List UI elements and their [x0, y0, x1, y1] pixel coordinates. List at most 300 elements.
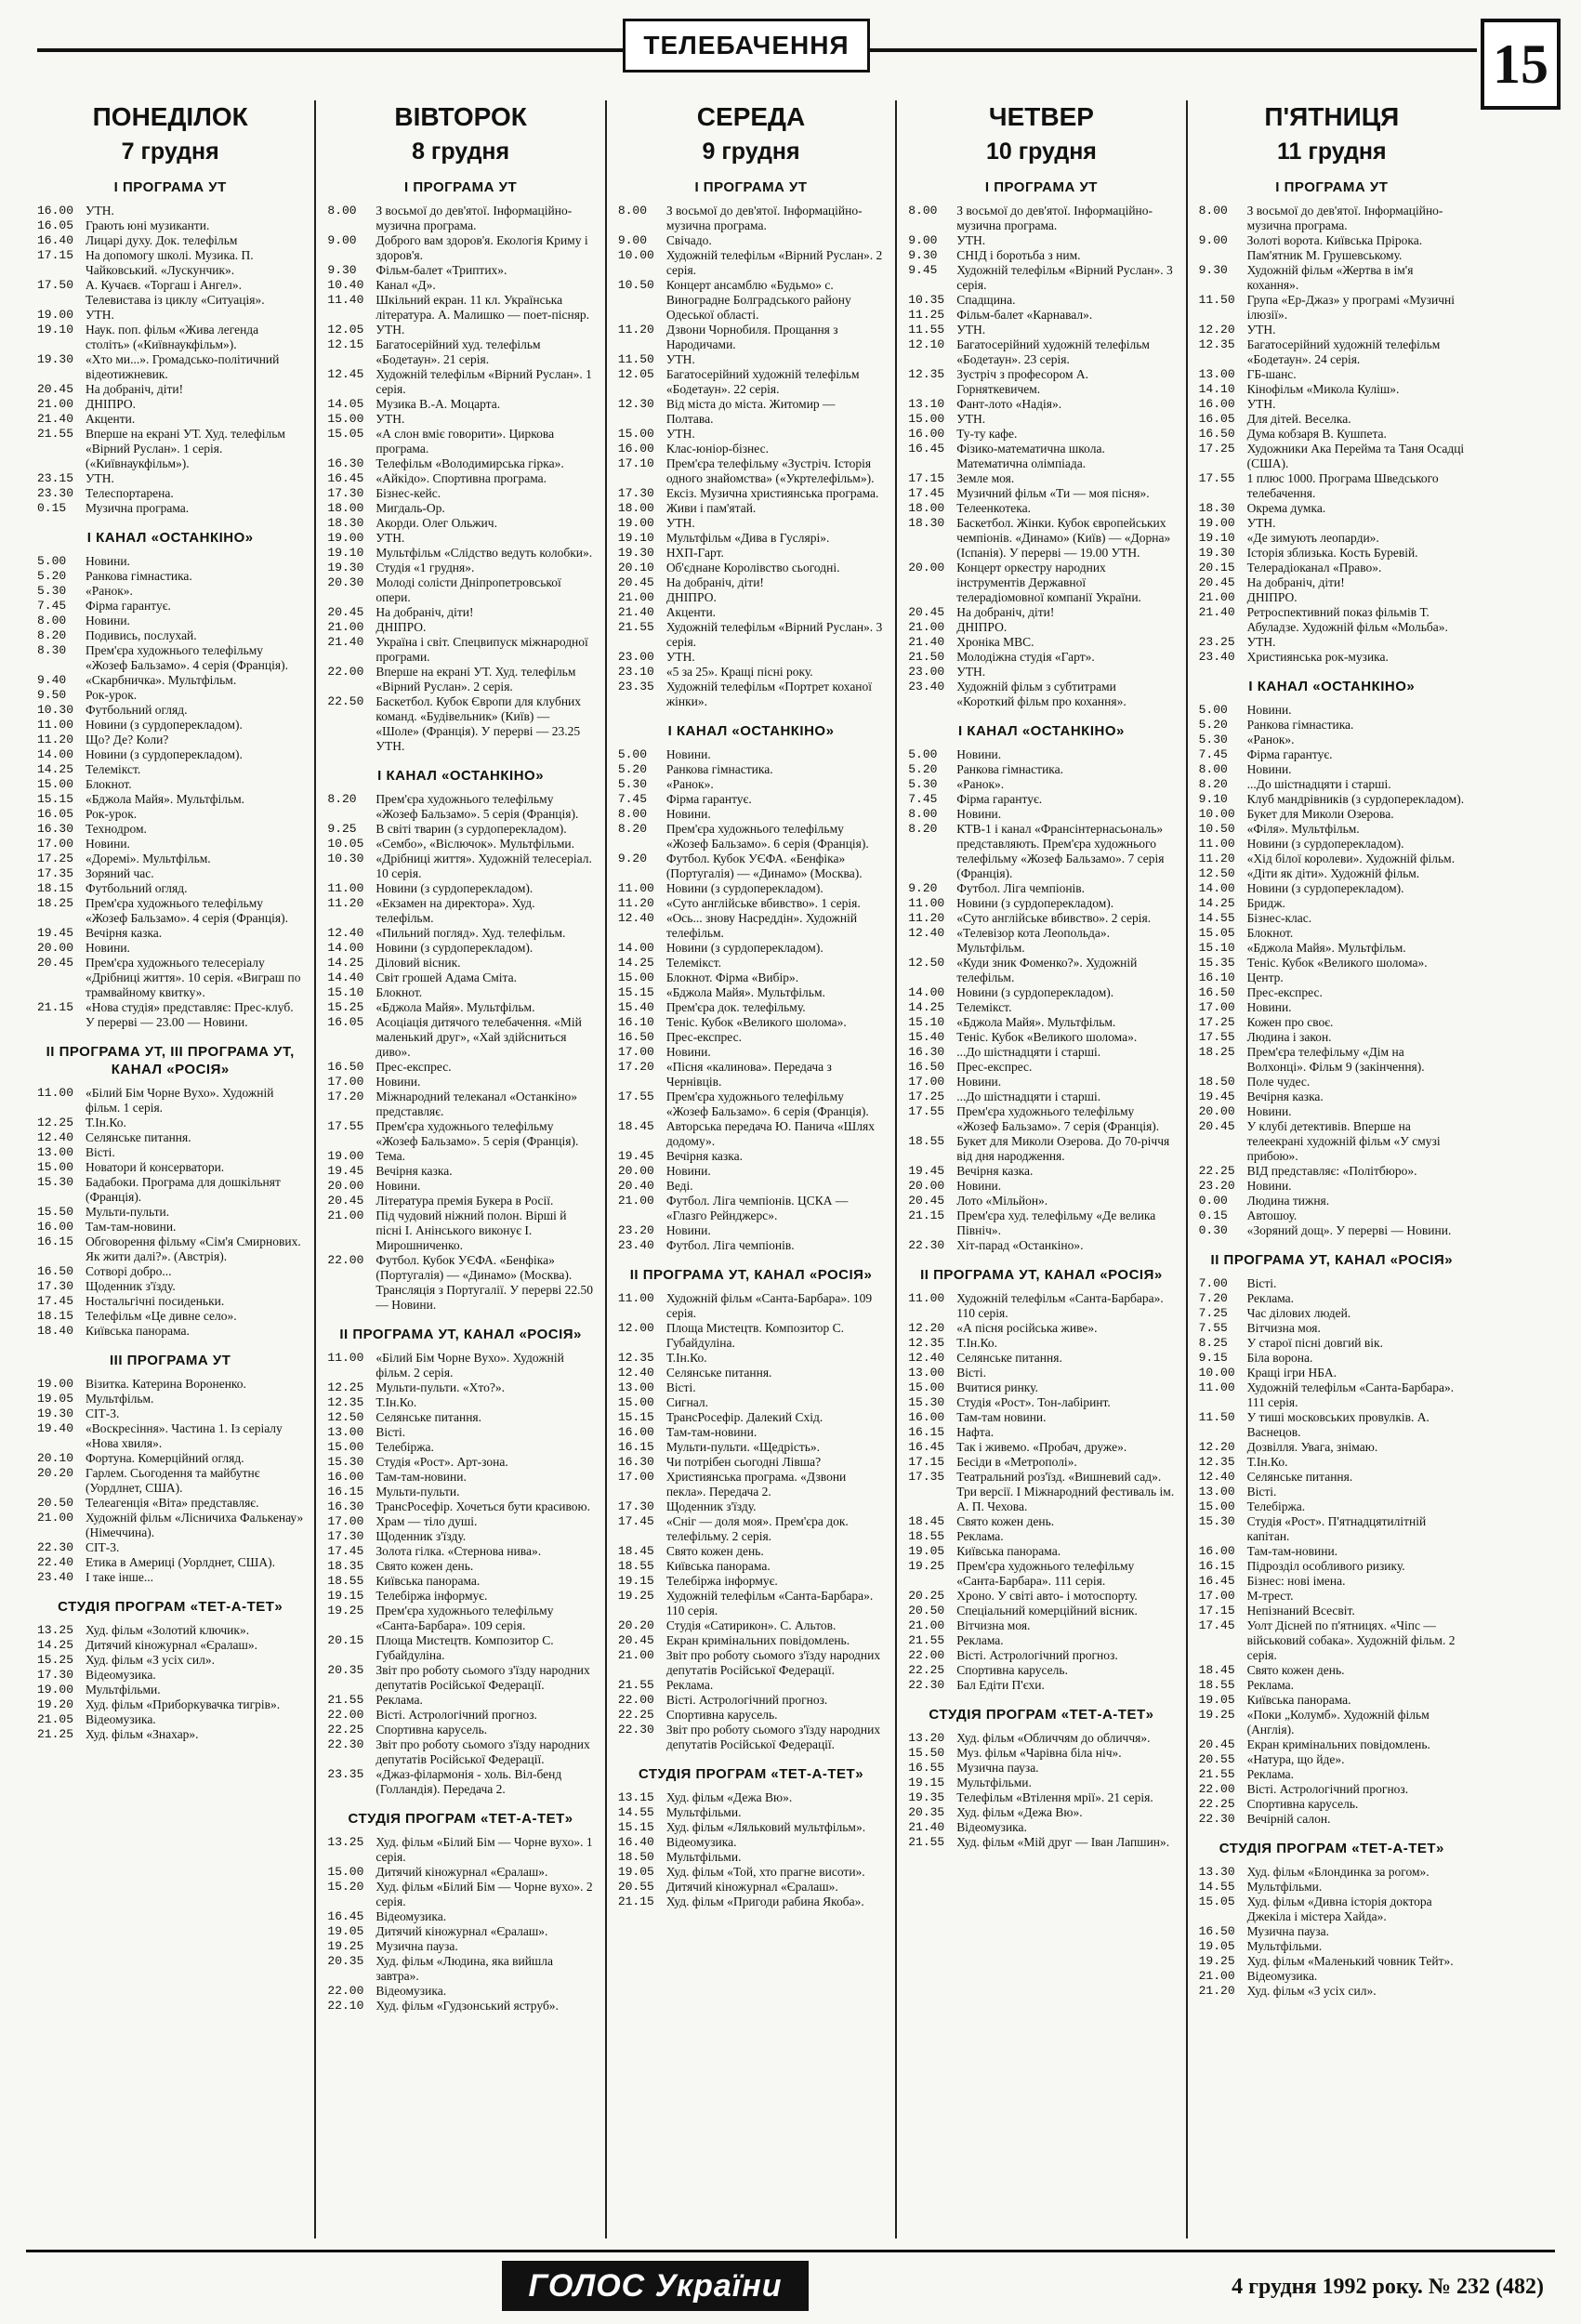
program-listing — [908, 635, 1174, 650]
program-listing — [1199, 956, 1465, 971]
program-listing — [327, 852, 593, 881]
day-date: 8 грудня — [412, 139, 510, 165]
program-time: 20.45 — [617, 575, 654, 589]
program-title: Художній телефільм «Вірний Руслан». 2 серія. — [665, 248, 883, 277]
program-time: 21.15 — [617, 1895, 654, 1908]
program-time: 21.00 — [1198, 590, 1235, 604]
program-title: «Ранок». — [1246, 733, 1295, 746]
program-title: Футбол. Кубок УЄФА. «Бенфіка» (Португалія) — «Динамо» (Москва). — [665, 852, 863, 880]
program-title: «Джаз-філармонія - холь. Віл-бенд (Голландія). Передача 2. — [375, 1767, 562, 1796]
program-listing — [327, 1723, 593, 1737]
program-title: Студія «Рост». Тон-лабіринт. — [956, 1395, 1111, 1409]
program-title: УТН. — [86, 308, 114, 322]
program-listing — [1199, 1895, 1465, 1924]
program-time: 18.25 — [1198, 1045, 1235, 1059]
program-time: 22.50 — [327, 694, 364, 708]
program-time: 16.00 — [617, 1425, 654, 1439]
program-time: 15.00 — [617, 427, 654, 441]
program-title: З восьмої до дев'ятої. Інформаційно-музична програма. — [1246, 204, 1443, 232]
program-title: Баскетбол. Жінки. Кубок європейських чемпіонів. «Динамо» (Київ) — «Дорна» (Іспанія). У перерві — 19.00 УТН. — [956, 516, 1171, 560]
program-listing — [1199, 1000, 1465, 1015]
program-title: Фант-лото «Надія». — [956, 397, 1062, 411]
program-listing — [1199, 1514, 1465, 1544]
program-listing — [37, 1623, 303, 1638]
program-time: 21.55 — [908, 1835, 945, 1849]
program-title: Там-там-новини. — [86, 1220, 177, 1234]
program-time: 18.00 — [908, 501, 945, 515]
program-title: Дитячий кіножурнал «Єралаш». — [665, 1880, 838, 1894]
program-time: 23.25 — [1198, 635, 1235, 649]
program-title: Обговорення фільму «Сім'я Смирнових. Як жити далі?». (Австрія). — [86, 1235, 301, 1263]
program-time: 22.00 — [327, 1253, 364, 1267]
program-listing — [618, 575, 884, 590]
program-title: УТН. — [1246, 323, 1276, 337]
program-time: 21.55 — [617, 620, 654, 634]
program-listing — [1199, 1015, 1465, 1030]
program-time: 19.45 — [617, 1149, 654, 1163]
program-title: Концерт ансамблю «Будьмо» с. Виноградне Болградського району Одеської області. — [665, 278, 851, 322]
program-time: 12.40 — [327, 926, 364, 940]
program-listing — [327, 1253, 593, 1313]
program-time: 15.15 — [617, 1820, 654, 1834]
program-title: Свічадо. — [665, 233, 712, 247]
program-time: 7.45 — [617, 792, 648, 806]
program-listing — [37, 1264, 303, 1279]
program-listing — [37, 554, 303, 569]
program-time: 17.00 — [908, 1075, 945, 1089]
program-listing — [1199, 1164, 1465, 1179]
day-column — [1188, 100, 1476, 2238]
program-time: 17.15 — [908, 1455, 945, 1469]
program-title: Телебіржа. — [375, 1440, 434, 1454]
program-listing — [1199, 1924, 1465, 1939]
program-time: 23.10 — [617, 665, 654, 679]
program-title: «Білий Бім Чорне Вухо». Художній фільм. 2 серія. — [375, 1351, 564, 1380]
program-time: 21.40 — [617, 605, 654, 619]
program-time: 20.55 — [617, 1880, 654, 1894]
program-listing — [327, 1633, 593, 1663]
program-title: СНІД і боротьба з ним. — [956, 248, 1081, 262]
program-listing — [618, 1723, 884, 1752]
program-title: Рок-урок. — [86, 807, 138, 821]
program-title: «Доремі». Мультфільм. — [86, 852, 211, 865]
program-title: Світ грошей Адама Сміта. — [375, 971, 517, 984]
program-title: «Пісня «калинова». Передача з Чернівців. — [665, 1060, 832, 1089]
program-title: Студія «Рост». Арт-зона. — [375, 1455, 508, 1469]
program-title: Мультфільм «Дива в Гуслярі». — [665, 531, 830, 545]
program-time: 8.00 — [908, 807, 938, 821]
program-listing — [908, 516, 1174, 561]
program-title: Худ. фільм «Обличчям до обличчя». — [956, 1731, 1151, 1745]
program-listing — [908, 1835, 1174, 1850]
program-listing — [1199, 516, 1465, 531]
program-title: Дума кобзаря В. Кушпета. — [1246, 427, 1387, 441]
program-title: Свято кожен день. — [956, 1514, 1055, 1528]
program-title: Бесіди в «Метрополі». — [956, 1455, 1077, 1469]
program-time: 13.00 — [908, 1366, 945, 1380]
program-listing — [908, 1291, 1174, 1321]
program-time: 16.15 — [908, 1425, 945, 1439]
program-time: 15.10 — [908, 1015, 945, 1029]
program-listing — [908, 1618, 1174, 1633]
program-title: УТН. — [956, 665, 986, 679]
program-time: 20.00 — [37, 941, 74, 955]
program-time: 17.45 — [327, 1544, 364, 1558]
program-time: 22.10 — [327, 1999, 364, 2013]
program-time: 20.35 — [908, 1805, 945, 1819]
program-title: Площа Мистецтв. Композитор С. Губайдуліна. — [375, 1633, 554, 1662]
program-time: 10.30 — [327, 852, 364, 865]
program-listing — [37, 1130, 303, 1145]
program-listing — [1199, 1984, 1465, 1999]
program-time: 20.00 — [1198, 1104, 1235, 1118]
program-listing — [327, 1708, 593, 1723]
program-listing — [618, 1119, 884, 1149]
program-title: «А пісня російська живе». — [956, 1321, 1098, 1335]
program-time: 18.15 — [37, 1309, 74, 1323]
program-title: Телемікст. — [665, 956, 722, 970]
program-title: Театральний роз'їзд. «Вишневий сад». Три версії. І Міжнародний фестиваль ім. А. П. Чехова. — [956, 1470, 1175, 1513]
program-title: Музична пауза. — [956, 1761, 1039, 1775]
program-title: Спадщина. — [956, 293, 1016, 307]
program-time: 14.00 — [908, 985, 945, 999]
program-listing — [1199, 1559, 1465, 1574]
program-time: 10.50 — [617, 278, 654, 292]
program-time: 15.00 — [617, 971, 654, 984]
program-time: 21.15 — [908, 1208, 945, 1222]
program-time: 12.25 — [37, 1116, 74, 1129]
program-time: 14.05 — [327, 397, 364, 411]
program-time: 20.00 — [908, 1179, 945, 1193]
program-listing — [327, 1410, 593, 1425]
program-time: 11.00 — [908, 896, 945, 910]
channel-heading: СТУДІЯ ПРОГРАМ «ТЕТ-А-ТЕТ» — [929, 1707, 1154, 1723]
program-title: Худ. фільм «Дежа Вю». — [956, 1805, 1083, 1819]
program-title: Новини. — [375, 1075, 421, 1089]
program-listing — [37, 1638, 303, 1653]
program-time: 13.00 — [37, 1145, 74, 1159]
program-time: 20.00 — [617, 1164, 654, 1178]
program-title: Київська панорама. — [956, 1544, 1061, 1558]
program-title: Телеенкотека. — [956, 501, 1031, 515]
program-listing — [327, 792, 593, 822]
program-listing — [1199, 1969, 1465, 1984]
program-title: Новини. — [665, 1045, 711, 1059]
program-listing — [1199, 1276, 1465, 1291]
program-listing — [618, 605, 884, 620]
program-title: Для дітей. Веселка. — [1246, 412, 1351, 426]
program-time: 19.15 — [617, 1574, 654, 1588]
program-title: Теніс. Кубок «Великого шолома». — [956, 1030, 1138, 1044]
program-time: 21.00 — [908, 1618, 945, 1632]
program-title: Прем'єра док. телефільму. — [665, 1000, 806, 1014]
program-time: 9.00 — [327, 233, 357, 247]
program-time: 17.45 — [37, 1294, 74, 1308]
program-time: 21.55 — [908, 1633, 945, 1647]
program-title: Так і живемо. «Пробач, друже». — [956, 1440, 1127, 1454]
program-title: Новини. — [86, 554, 130, 568]
program-title: Авторська передача Ю. Панича «Шлях додому». — [665, 1119, 875, 1148]
program-time: 15.05 — [327, 427, 364, 441]
program-title: УТН. — [665, 352, 695, 366]
program-listing — [327, 822, 593, 837]
program-title: На добраніч, діти! — [1246, 575, 1345, 589]
program-listing — [618, 1850, 884, 1865]
program-title: Художній телефільм «Санта-Барбара». 110 серія. — [956, 1291, 1164, 1320]
program-title: «Хто ми...». Громадсько-політичний відеотижневик. — [86, 352, 280, 381]
program-time: 21.00 — [617, 1194, 654, 1208]
program-title: Новини (з сурдоперекладом). — [1246, 837, 1404, 851]
program-title: Ту-ту кафе. — [956, 427, 1018, 441]
program-time: 13.00 — [327, 1425, 364, 1439]
program-time: 15.00 — [37, 1160, 74, 1174]
program-time: 8.20 — [1198, 777, 1228, 791]
program-time: 18.15 — [37, 881, 74, 895]
program-time: 19.30 — [37, 1406, 74, 1420]
program-time: 7.55 — [1198, 1321, 1228, 1335]
program-listing — [1199, 777, 1465, 792]
program-listing — [618, 1678, 884, 1693]
day-name: ПОНЕДІЛОК — [92, 102, 248, 131]
program-title: Художній телефільм «Санта-Барбара». 110 серія. — [665, 1589, 874, 1618]
program-title: Людина і закон. — [1246, 1030, 1332, 1044]
program-listing — [618, 233, 884, 248]
program-time: 19.45 — [1198, 1089, 1235, 1103]
program-listing — [37, 762, 303, 777]
program-time: 18.30 — [1198, 501, 1235, 515]
program-time: 5.20 — [37, 569, 67, 583]
program-listing — [1199, 1499, 1465, 1514]
program-title: Київська панорама. — [665, 1559, 771, 1573]
day-name: СЕРЕДА — [696, 102, 806, 131]
program-title: Дитячий кіножурнал «Єралаш». — [375, 1865, 548, 1879]
program-listing — [1199, 546, 1465, 561]
program-time: 18.45 — [617, 1119, 654, 1133]
program-time: 21.00 — [327, 1208, 364, 1222]
program-listing — [1199, 1797, 1465, 1812]
program-title: Звіт про роботу сьомого з'їзду народних депутатів Російської Федерації. — [375, 1663, 590, 1692]
program-title: Мультфільми. — [665, 1850, 742, 1864]
program-listing — [1199, 718, 1465, 733]
program-title: Київська панорама. — [1246, 1693, 1351, 1707]
program-time: 17.35 — [908, 1470, 945, 1484]
program-time: 12.30 — [617, 397, 654, 411]
program-title: Фірма гарантує. — [665, 792, 752, 806]
program-listing — [908, 1604, 1174, 1618]
program-listing — [908, 822, 1174, 881]
program-listing — [327, 531, 593, 546]
program-time: 9.50 — [37, 688, 67, 702]
program-listing — [908, 1000, 1174, 1015]
program-listing — [327, 501, 593, 516]
program-listing — [37, 1653, 303, 1668]
program-time: 12.40 — [908, 926, 945, 940]
program-listing — [1199, 1030, 1465, 1045]
program-listing — [327, 367, 593, 397]
program-time: 16.15 — [617, 1440, 654, 1454]
program-title: «Суто англійське вбивство». 1 серія. — [665, 896, 861, 910]
program-title: Історія зблизька. Кость Буревій. — [1246, 546, 1418, 560]
program-listing — [618, 1164, 884, 1179]
program-title: Вітчизна моя. — [1246, 1321, 1321, 1335]
program-title: Фірма гарантує. — [86, 599, 171, 613]
program-time: 15.05 — [1198, 926, 1235, 940]
program-title: УТН. — [375, 531, 405, 545]
program-time: 22.25 — [908, 1663, 945, 1677]
program-title: Реклама. — [1246, 1291, 1295, 1305]
program-listing — [908, 1663, 1174, 1678]
program-listing — [37, 1712, 303, 1727]
program-time: 18.50 — [1198, 1075, 1235, 1089]
program-time: 15.00 — [908, 412, 945, 426]
program-listing — [1199, 1410, 1465, 1440]
program-listing — [908, 1559, 1174, 1589]
program-title: Новини (з сурдоперекладом). — [665, 881, 823, 895]
program-title: Молоді солісти Дніпропетровської опери. — [375, 575, 561, 604]
program-listing — [1199, 293, 1465, 323]
program-title: Мульти-пульти. «Хто?». — [375, 1380, 505, 1394]
program-title: Акценти. — [86, 412, 136, 426]
program-time: 14.25 — [908, 1000, 945, 1014]
program-time: 18.45 — [908, 1514, 945, 1528]
program-title: Прем'єра художнього телефільму «Жозеф Бальзамо». 4 серія (Франція). — [86, 643, 288, 672]
program-time: 17.20 — [327, 1089, 364, 1103]
program-listing — [1199, 1708, 1465, 1737]
program-time: 19.05 — [617, 1865, 654, 1879]
program-title: Художній телефільм «Портрет коханої жінки». — [665, 680, 873, 708]
program-listing — [327, 1089, 593, 1119]
program-listing — [327, 956, 593, 971]
program-time: 12.40 — [908, 1351, 945, 1365]
program-title: Селянське питання. — [375, 1410, 482, 1424]
program-listing — [37, 233, 303, 248]
program-time: 18.45 — [1198, 1663, 1235, 1677]
program-title: «Ось... знову Насреддін». Художній телефільм. — [665, 911, 858, 940]
program-time: 9.00 — [908, 233, 938, 247]
program-listing — [618, 1395, 884, 1410]
program-title: Новини (з сурдоперекладом). — [956, 896, 1114, 910]
channel-heading: І ПРОГРАМА УТ — [984, 179, 1098, 195]
day-name: П'ЯТНИЦЯ — [1264, 102, 1400, 131]
program-title: Клуб мандрівників (з сурдоперекладом). — [1246, 792, 1465, 806]
program-title: Вечірня казка. — [375, 1164, 453, 1178]
program-title: Людина тижня. — [1246, 1194, 1330, 1208]
program-time: 11.00 — [617, 881, 654, 895]
program-listing — [908, 1134, 1174, 1164]
program-time: 12.35 — [617, 1351, 654, 1365]
program-time: 20.15 — [327, 1633, 364, 1647]
program-time: 19.35 — [908, 1790, 945, 1804]
program-title: Київська панорама. — [86, 1324, 190, 1338]
program-time: 12.35 — [908, 367, 945, 381]
program-time: 15.10 — [327, 985, 364, 999]
program-time: 19.45 — [908, 1164, 945, 1178]
program-listing — [37, 308, 303, 323]
program-title: Новини. — [956, 1075, 1002, 1089]
program-listing — [37, 1511, 303, 1540]
program-listing — [908, 248, 1174, 263]
program-listing — [1199, 1782, 1465, 1797]
program-time: 11.50 — [1198, 1410, 1235, 1424]
program-listing — [908, 412, 1174, 427]
program-title: УТН. — [665, 427, 695, 441]
program-title: Художній телефільм «Санта-Барбара». 111 серія. — [1246, 1380, 1455, 1409]
program-listing — [618, 278, 884, 323]
program-title: Реклама. — [665, 1678, 714, 1692]
program-title: Футбольний огляд. — [86, 703, 188, 717]
program-time: 19.00 — [327, 1149, 364, 1163]
day-date: 7 грудня — [121, 139, 219, 165]
program-time: 8.00 — [908, 204, 938, 218]
program-title: ГБ-шанс. — [1246, 367, 1297, 381]
channel-heading: І КАНАЛ «ОСТАНКІНО» — [1248, 679, 1416, 694]
program-listing — [37, 1496, 303, 1511]
program-listing — [1199, 427, 1465, 442]
program-title: Там-там-новини. — [1246, 1544, 1338, 1558]
program-time: 12.20 — [1198, 323, 1235, 337]
channel-heading: І КАНАЛ «ОСТАНКІНО» — [377, 768, 545, 784]
program-listing — [1199, 561, 1465, 575]
program-listing — [618, 747, 884, 762]
program-title: Спортивна карусель. — [956, 1663, 1068, 1677]
program-title: Київська панорама. — [375, 1574, 481, 1588]
program-time: 22.30 — [1198, 1812, 1235, 1826]
program-title: На добраніч, діти! — [665, 575, 764, 589]
program-title: СІТ-3. — [86, 1406, 120, 1420]
program-title: Т.Ін.Ко. — [665, 1351, 707, 1365]
page-number: 15 — [1481, 19, 1561, 110]
program-listing — [618, 852, 884, 881]
program-listing — [37, 1324, 303, 1339]
program-title: Художній телефільм «Вірний Руслан». 3 серія. — [665, 620, 883, 649]
channel-heading: І ПРОГРАМА УТ — [113, 179, 227, 195]
program-title: ...До шістнадцяти і старші. — [956, 1045, 1101, 1059]
program-title: Т.Ін.Ко. — [956, 1336, 998, 1350]
program-time: 19.30 — [37, 352, 74, 366]
program-title: Телебіржа інформує. — [665, 1574, 778, 1588]
program-time: 19.30 — [1198, 546, 1235, 560]
program-title: Подивись, послухай. — [86, 628, 197, 642]
program-listing — [618, 620, 884, 650]
program-listing — [908, 665, 1174, 680]
program-time: 9.00 — [617, 233, 648, 247]
program-listing — [327, 694, 593, 754]
program-listing — [908, 911, 1174, 926]
program-listing — [1199, 204, 1465, 233]
program-time: 0.00 — [1198, 1194, 1228, 1208]
program-time: 22.00 — [327, 1984, 364, 1998]
program-listing — [1199, 1455, 1465, 1470]
program-listing — [1199, 397, 1465, 412]
program-time: 13.10 — [908, 397, 945, 411]
program-time: 20.35 — [327, 1663, 364, 1677]
program-listing — [908, 263, 1174, 293]
program-time: 14.25 — [37, 762, 74, 776]
program-title: Чи потрібен сьогодні Лівша? — [665, 1455, 822, 1469]
program-listing — [618, 807, 884, 822]
program-listing — [327, 323, 593, 337]
program-time: 11.20 — [617, 323, 654, 337]
program-title: Спортивна карусель. — [1246, 1797, 1359, 1811]
program-title: Під чудовий ніжний полон. Вірші й пісні І. Анінського виконує І. Мирошниченко. — [375, 1208, 567, 1252]
program-listing — [618, 1499, 884, 1514]
program-title: Відеомузика. — [375, 1984, 447, 1998]
program-time: 19.25 — [617, 1589, 654, 1603]
program-listing — [1199, 1194, 1465, 1208]
program-title: Тема. — [375, 1149, 405, 1163]
program-time: 9.20 — [617, 852, 648, 865]
program-title: Окрема думка. — [1246, 501, 1326, 515]
